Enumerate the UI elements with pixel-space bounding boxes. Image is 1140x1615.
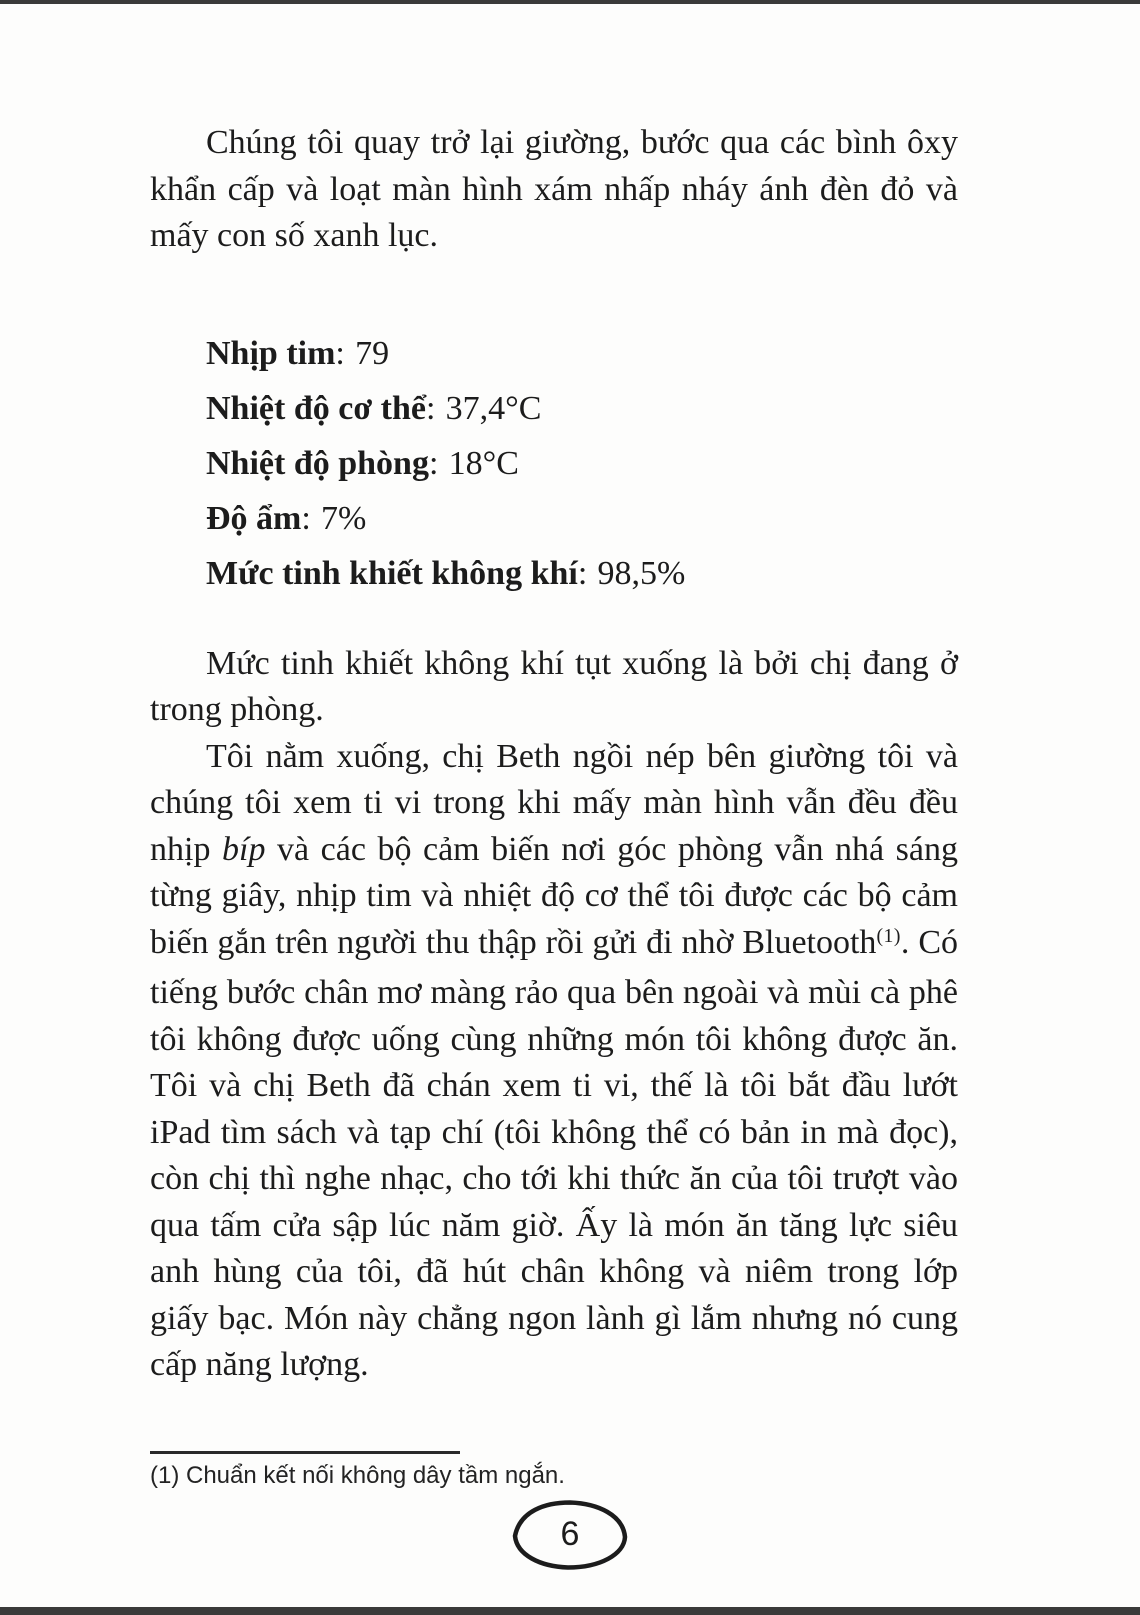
body-paragraph-2: Mức tinh khiết không khí tụt xuống là bởi chị đang ở trong phòng. <box>150 644 958 728</box>
page-number: 6 <box>560 1515 580 1553</box>
footnote-text: (1) Chuẩn kết nối không dây tầm ngắn. <box>150 1461 565 1489</box>
vitals-list <box>206 326 958 601</box>
vital-label: Độ ẩm <box>206 499 302 537</box>
body-paragraph-1: Chúng tôi quay trở lại giường, bước qua các bình ôxy khẩn cấp và loạt màn hình xám nhấp nháy ánh đèn đỏ và mấy con số xanh lục. <box>150 124 958 254</box>
vital-row-humidity <box>206 491 958 546</box>
footnote-separator-rule <box>150 1451 460 1454</box>
vital-row-air-purity <box>206 546 958 601</box>
vital-row-body-temp <box>206 381 958 436</box>
top-edge-bar <box>0 0 1140 4</box>
footnote-reference-marker: (1) <box>876 924 901 947</box>
vital-row-room-temp <box>206 436 958 491</box>
vital-label: Mức tinh khiết không khí <box>206 554 578 592</box>
vital-value: 79 <box>355 334 390 372</box>
vital-colon: : <box>428 444 439 482</box>
page-number-badge <box>511 1496 629 1574</box>
body-paragraph-3 <box>150 734 958 1389</box>
paragraph-text: và các bộ cảm biến nơi góc phòng vẫn nhá sáng từng giây, nhịp tim và nhiệt độ cơ thể tôi được các bộ cảm biến gắn trên người thu thập rồi gửi đi nhờ Bluetooth <box>150 830 958 961</box>
vital-label: Nhiệt độ phòng <box>206 444 429 482</box>
vital-colon: : <box>425 389 436 427</box>
vital-colon: : <box>577 554 588 592</box>
vital-label: Nhịp tim <box>206 334 336 372</box>
vital-value: 18°C <box>448 444 519 482</box>
vital-colon: : <box>301 499 311 537</box>
italic-word: bíp <box>222 830 266 868</box>
vital-value: 37,4°C <box>445 389 542 427</box>
vital-colon: : <box>335 334 345 372</box>
vital-value: 98,5% <box>597 554 686 592</box>
vital-label: Nhiệt độ cơ thể <box>206 389 426 427</box>
vital-row-heart-rate <box>206 326 958 381</box>
paragraph-text: Tôi nằm xuống, chị Beth ngồi nép bên giường tôi và chúng tôi xem ti vi trong khi mấy màn hình vẫn đều đều nhịp <box>150 737 958 868</box>
bottom-edge-bar <box>0 1607 1140 1615</box>
paragraph-text: . Có tiếng bước chân mơ màng rảo qua bên ngoài và mùi cà phê tôi không được uống cùng những món tôi không được ăn. Tôi và chị Beth đã chán xem ti vi, thế là tôi bắt đầu lướt iPad tìm sách và tạp chí (tôi không thể có bản in mà đọc), còn chị thì nghe nhạc, cho tới khi thức ăn của tôi trượt vào qua tấm cửa sập lúc năm giờ. Ấy là món ăn tăng lực siêu anh hùng của tôi, đã hút chân không và niêm trong lớp giấy bạc. Món này chẳng ngon lành gì lắm nhưng nó cung cấp năng lượng. <box>150 923 958 1383</box>
vital-value: 7% <box>321 499 367 537</box>
